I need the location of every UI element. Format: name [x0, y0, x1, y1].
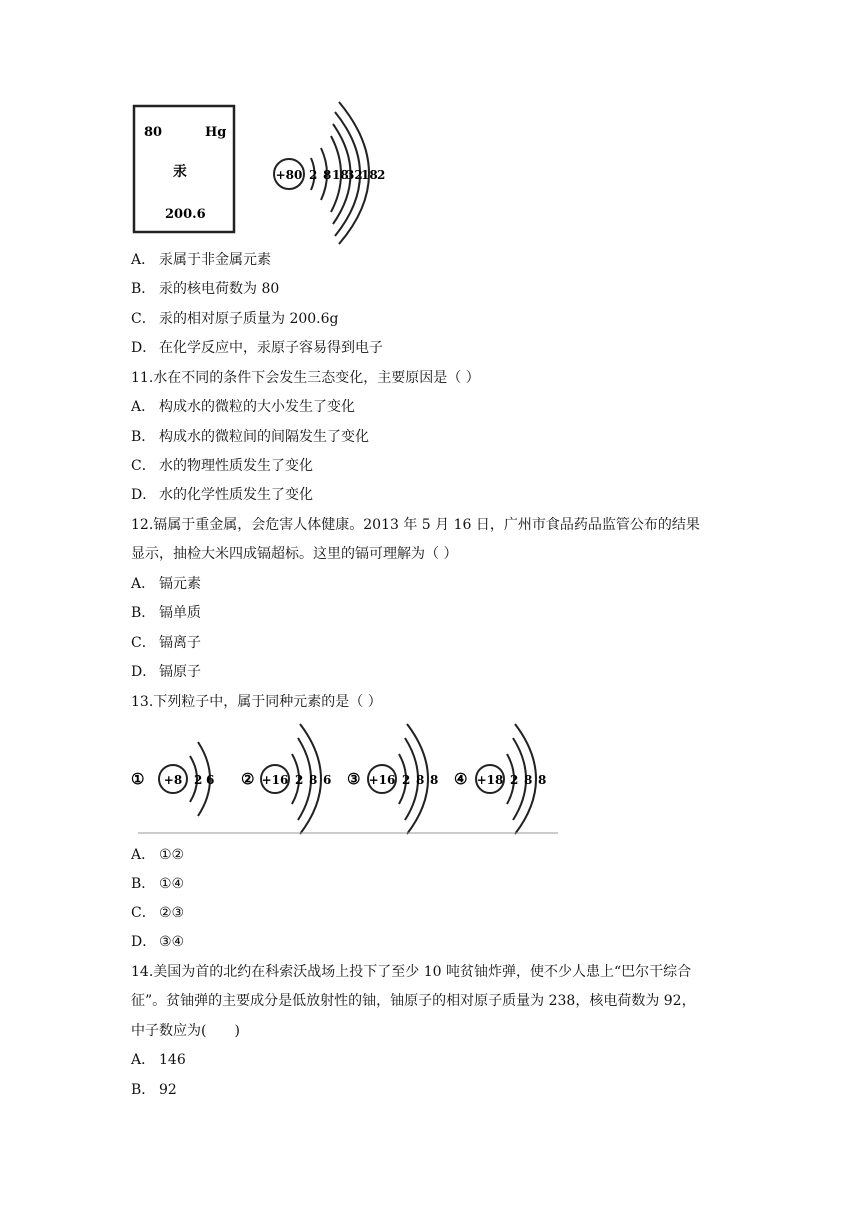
shell-electrons: 2	[510, 773, 519, 787]
shell-electrons: 2	[194, 773, 203, 787]
hg-shell-electrons: 32	[346, 168, 363, 182]
q10-option-b: B． 汞的核电荷数为 80	[131, 281, 280, 297]
particle-nucleus-charge: +18	[476, 773, 504, 787]
shell-electrons: 2	[295, 773, 304, 787]
hg-shell-electrons: 18	[361, 168, 378, 182]
particle-label: ②	[241, 770, 255, 788]
q12-option-d: D． 镉原子	[131, 664, 201, 680]
hg-nucleus-charge: +80	[275, 168, 303, 182]
q12-option-b: B． 镉单质	[131, 605, 201, 621]
particle-1	[131, 742, 214, 816]
q10-option-d: D． 在化学反应中，汞原子容易得到电子	[131, 340, 383, 356]
q13-option-c: C． ②③	[131, 905, 185, 921]
particle-nucleus-charge: +16	[368, 773, 396, 787]
particle-4	[454, 724, 546, 834]
particle-nucleus-charge: +8	[163, 773, 183, 787]
q13-stem: 13.下列粒子中，属于同种元素的是（ ）	[131, 694, 382, 710]
q11-option-b: B． 构成水的微粒间的间隔发生了变化	[131, 429, 369, 445]
particle-nucleus-charge: +16	[261, 773, 289, 787]
shell-electrons: 2	[402, 773, 411, 787]
shell-electrons: 6	[323, 773, 332, 787]
q11-option-c: C． 水的物理性质发生了变化	[131, 458, 313, 474]
shell-electrons: 6	[206, 773, 215, 787]
q14-stem-line-3: 中子数应为( )	[131, 1023, 240, 1039]
element-atomic-number: 80	[144, 125, 163, 140]
q12-option-a: A． 镉元素	[131, 576, 201, 592]
particle-3	[347, 724, 438, 834]
q10-option-c: C． 汞的相对原子质量为 200.6g	[131, 311, 339, 327]
q13-option-b: B． ①④	[131, 876, 185, 892]
element-symbol: Hg	[205, 125, 227, 140]
q14-stem-line-2: 征”。贫铀弹的主要成分是低放射性的铀，铀原子的相对原子质量为 238，核电荷数为 92，	[131, 993, 696, 1009]
hg-shell-electrons: 8	[323, 168, 332, 182]
q10-figure	[125, 96, 405, 246]
q14-option-a: A． 146	[131, 1052, 186, 1068]
hg-shell-electrons: 2	[377, 168, 386, 182]
shell-electrons: 8	[416, 773, 425, 787]
q13-option-d: D． ③④	[131, 934, 185, 950]
q10-option-a: A． 汞属于非金属元素	[131, 252, 271, 268]
q12-stem-line-1: 12.镉属于重金属，会危害人体健康。2013 年 5 月 16 日，广州市食品药品监管公布的结果	[131, 517, 700, 533]
element-mass: 200.6	[165, 207, 206, 222]
hg-shell-electrons: 18	[332, 168, 349, 182]
q11-option-d: D． 水的化学性质发生了变化	[131, 487, 313, 503]
shell-electrons: 8	[430, 773, 439, 787]
hg-atom-diagram	[274, 102, 385, 244]
particle-label: ①	[131, 770, 145, 788]
q11-option-a: A． 构成水的微粒的大小发生了变化	[131, 399, 355, 415]
shell-electrons: 8	[524, 773, 533, 787]
q13-option-a: A． ①②	[131, 847, 185, 863]
q11-stem: 11.水在不同的条件下会发生三态变化，主要原因是（ ）	[131, 370, 480, 386]
particle-label: ④	[454, 770, 468, 788]
hg-shell-electrons: 2	[309, 168, 318, 182]
q12-option-c: C． 镉离子	[131, 635, 201, 651]
element-name: 汞	[173, 164, 187, 180]
q13-particle-diagrams	[128, 720, 560, 838]
shell-electrons: 8	[538, 773, 547, 787]
q12-stem-line-2: 显示，抽检大米四成镉超标。这里的镉可理解为（ ）	[131, 546, 458, 562]
particle-label: ③	[347, 770, 361, 788]
q14-stem-line-1: 14.美国为首的北约在科索沃战场上投下了至少 10 吨贫铀炸弹，使不少人患上“巴尔干综合	[131, 964, 692, 980]
shell-electrons: 8	[309, 773, 318, 787]
q14-option-b: B． 92	[131, 1082, 177, 1098]
particle-2	[241, 724, 331, 834]
